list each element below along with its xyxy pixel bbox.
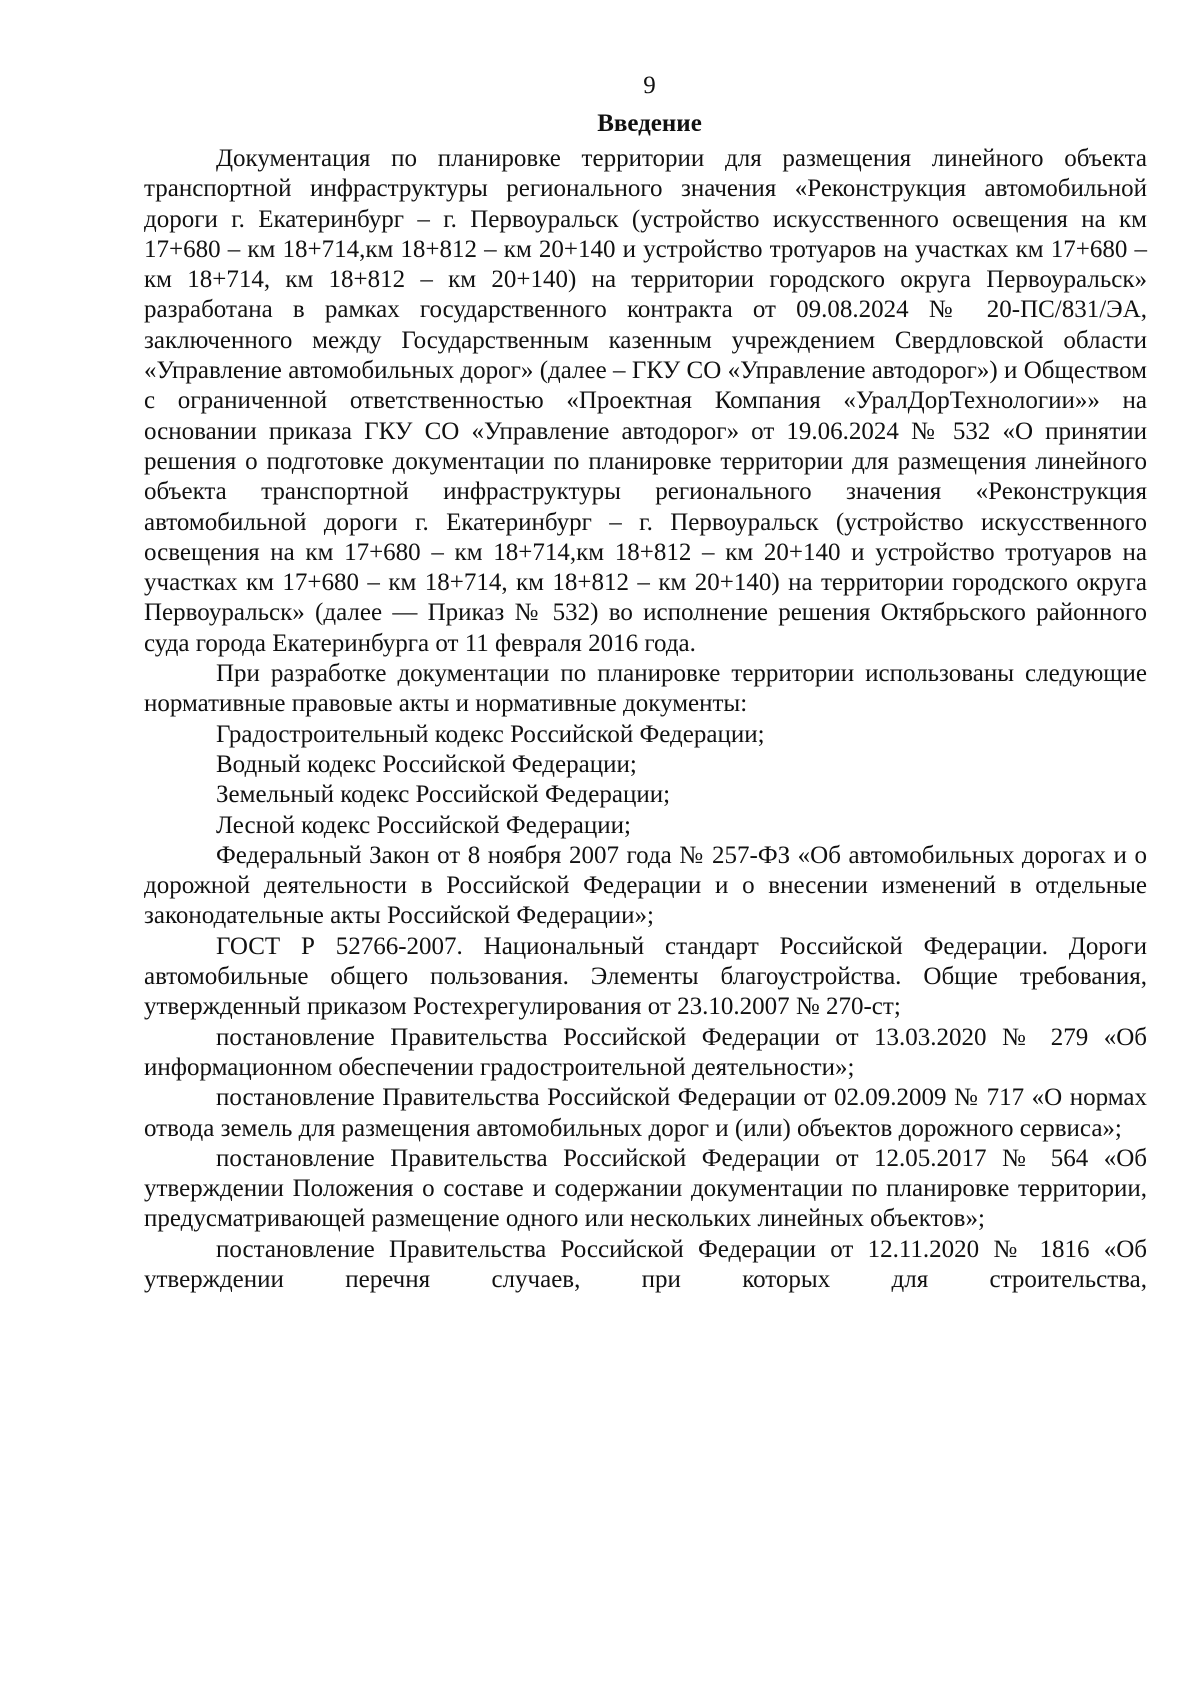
list-item-urban-code: Градостроительный кодекс Российской Федерации; <box>216 720 765 748</box>
list-item-land-code: Земельный кодекс Российской Федерации; <box>216 781 671 809</box>
list-item-forest-code: Лесной кодекс Российской Федерации; <box>216 811 631 839</box>
section-heading: Введение <box>597 110 702 137</box>
list-item-gost-52766: ГОСТ Р 52766-2007. Национальный стандарт Российской Федерации. Дороги автомобильные общего пользования. Элементы благоустройства. Общие требования, утвержденный приказом Ростехрегулирования от 23.10.2007 № 270-ст; <box>144 932 1147 1021</box>
list-item-federal-law-257: Федеральный Закон от 8 ноября 2007 года № 257-ФЗ «Об автомобильных дорогах и о дорожной деятельности в Российской Федерации и о внесении изменений в отдельные законодательные акты Российской Федерации»; <box>144 841 1147 930</box>
list-item-decree-1816: постановление Правительства Российской Федерации от 12.11.2020 № 1816 «Об утверждении перечня случаев, при которых для строительства, <box>144 1235 1147 1293</box>
page-number: 9 <box>643 72 656 99</box>
list-item-decree-564: постановление Правительства Российской Федерации от 12.05.2017 № 564 «Об утверждении Положения о составе и содержании документации по планировке территории, предусматривающей размещение одного или нескольких линейных объектов»; <box>144 1144 1147 1233</box>
paragraph-regulations-intro: При разработке документации по планировке территории использованы следующие нормативные правовые акты и нормативные документы: <box>144 660 1147 718</box>
list-item-water-code: Водный кодекс Российской Федерации; <box>216 750 637 778</box>
list-item-decree-279: постановление Правительства Российской Федерации от 13.03.2020 № 279 «Об информационном обеспечении градостроительной деятельности»; <box>144 1023 1147 1081</box>
list-item-decree-717: постановление Правительства Российской Федерации от 02.09.2009 № 717 «О нормах отвода земель для размещения автомобильных дорог и (или) объектов дорожного сервиса»; <box>144 1084 1147 1142</box>
paragraph-intro: Документация по планировке территории для размещения линейного объекта транспортной инфраструктуры регионального значения «Реконструкция автомобильной дороги г. Екатеринбург – г. Первоуральск (устройство искусственного освещения на км 17+680 – км 18+714,км 18+812 – км 20+140 и устройство тротуаров на участках км 17+680 – км 18+714, км 18+812 – км 20+140) на территории городского округа Первоуральск» разработана в рамках государственного контракта от 09.08.2024 № 20-ПС/831/ЭА, заключенного между Государственным казенным учреждением Свердловской области «Управление автомобильных дорог» (далее – ГКУ СО «Управление автодорог») и Обществом с ограниченной ответственностью «Проектная Компания «УралДорТехнологии»» на основании приказа ГКУ СО «Управление автодорог» от 19.06.2024 № 532 «О принятии решения о подготовке документации по планировке территории для размещения линейного объекта транспортной инфраструктуры регионального значения «Реконструкция автомобильной дороги г. Екатеринбург – г. Первоуральск (устройство искусственного освещения на км 17+680 – км 18+714,км 18+812 – км 20+140 и устройство тротуаров на участках км 17+680 – км 18+714, км 18+812 – км 20+140) на территории городского округа Первоуральск» (далее — Приказ № 532) во исполнение решения Октябрьского районного суда города Екатеринбурга от 11 февраля 2016 года. <box>144 145 1147 657</box>
document-page <box>144 70 1147 1295</box>
